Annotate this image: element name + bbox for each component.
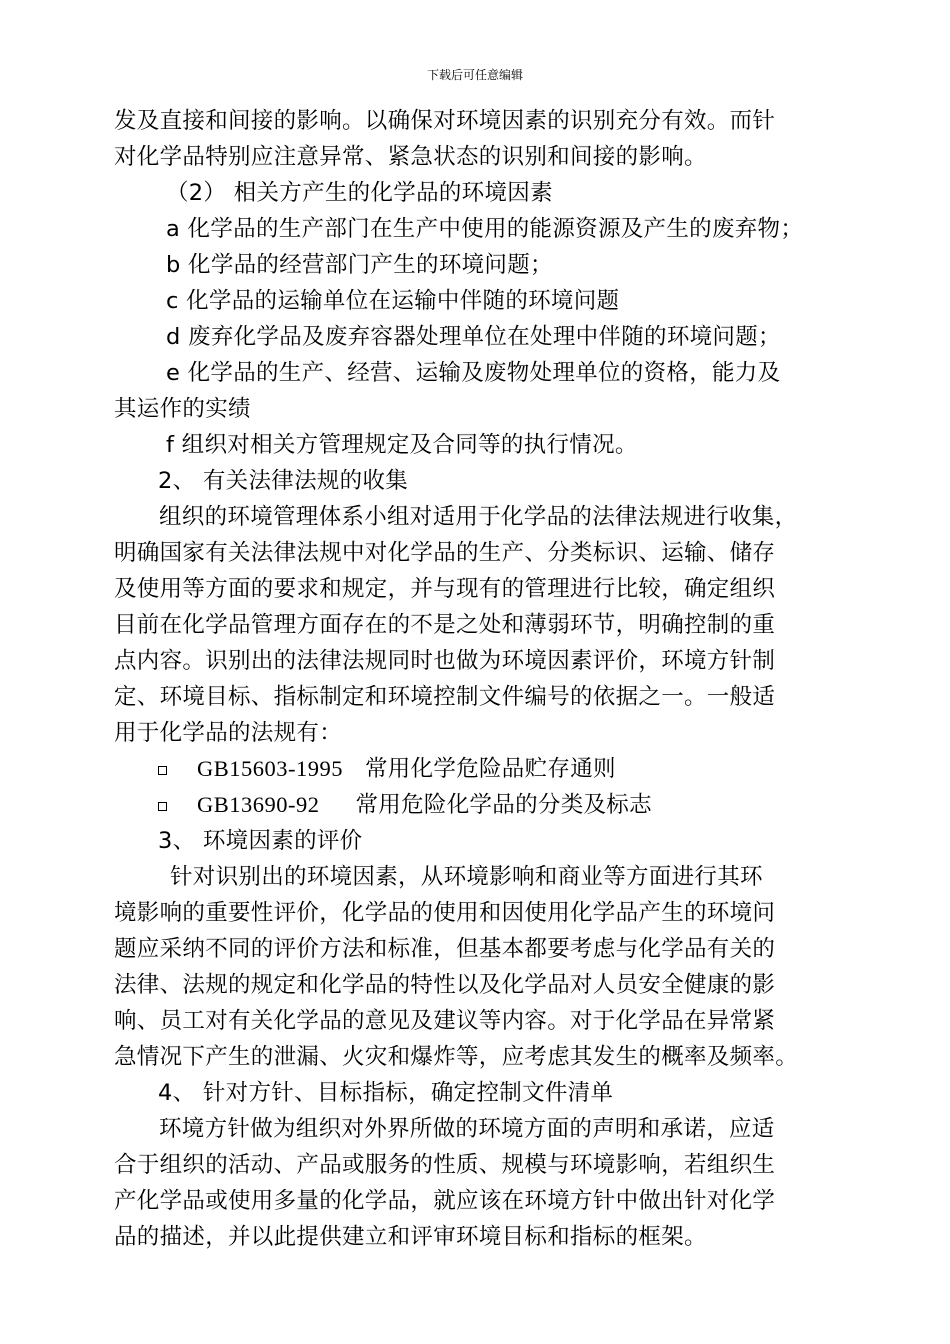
list-item: b 化学品的经营部门产生的环境问题； xyxy=(166,252,553,278)
list-item-continuation: 其运作的实绩 xyxy=(114,396,251,422)
paragraph-line: 用于化学品的法规有： xyxy=(114,720,343,746)
list-item: a 化学品的生产部门在生产中使用的能源资源及产生的废弃物； xyxy=(166,216,804,242)
paragraph-line: 对化学品特别应注意异常、紧急状态的识别和间接的影响。 xyxy=(114,144,707,170)
paragraph-line: 针对识别出的环境因素，从环境影响和商业等方面进行其环 xyxy=(170,864,763,890)
paragraph-line: 明确国家有关法律法规中对化学品的生产、分类标识、运输、储存 xyxy=(114,540,776,566)
paragraph-line: 急情况下产生的泄漏、火灾和爆炸等，应考虑其发生的概率及频率。 xyxy=(114,1044,799,1070)
regulation-code: GB15603-1995 xyxy=(197,756,343,781)
paragraph-line: 目前在化学品管理方面存在的不是之处和薄弱环节，明确控制的重 xyxy=(114,612,776,638)
paragraph-line: 题应采纳不同的评价方法和标准，但基本都要考虑与化学品有关的 xyxy=(114,936,776,962)
regulation-title: 常用危险化学品的分类及标志 xyxy=(355,792,652,818)
regulation-item xyxy=(114,787,864,823)
paragraph-line: 及使用等方面的要求和规定，并与现有的管理进行比较，确定组织 xyxy=(114,576,776,602)
paragraph-line: 产化学品或使用多量的化学品，就应该在环境方针中做出针对化学 xyxy=(114,1188,776,1214)
paragraph-line: 发及直接和间接的影响。以确保对环境因素的识别充分有效。而针 xyxy=(114,108,776,134)
document-body xyxy=(114,103,864,1255)
paragraph-line: 定、环境目标、指标制定和环境控制文件编号的依据之一。一般适 xyxy=(114,684,776,710)
paragraph-line: 境影响的重要性评价，化学品的使用和因使用化学品产生的环境问 xyxy=(114,900,776,926)
subsection-heading: （2） 相关方产生的化学品的环境因素 xyxy=(166,180,553,206)
list-item: d 废弃化学品及废弃容器处理单位在处理中伴随的环境问题； xyxy=(166,324,781,350)
paragraph-line: 品的描述，并以此提供建立和评审环境目标和指标的框架。 xyxy=(114,1224,707,1250)
square-bullet-icon xyxy=(158,766,167,775)
paragraph-line: 合于组织的活动、产品或服务的性质、规模与环境影响，若组织生 xyxy=(114,1152,776,1178)
section-heading: 2、 有关法律法规的收集 xyxy=(158,468,409,494)
regulation-item xyxy=(114,751,864,787)
regulation-title: 常用化学危险品贮存通则 xyxy=(365,756,616,782)
paragraph-line: 响、员工对有关化学品的意见及建议等内容。对于化学品在异常紧 xyxy=(114,1008,776,1034)
paragraph-line: 点内容。识别出的法律法规同时也做为环境因素评价，环境方针制 xyxy=(114,648,776,674)
list-item: c 化学品的运输单位在运输中伴随的环境问题 xyxy=(166,288,620,314)
list-item: f 组织对相关方管理规定及合同等的执行情况。 xyxy=(166,432,638,458)
regulation-code: GB13690-92 xyxy=(197,792,320,817)
list-item: e 化学品的生产、经营、运输及废物处理单位的资格，能力及 xyxy=(166,360,781,386)
paragraph-line: 组织的环境管理体系小组对适用于化学品的法律法规进行收集， xyxy=(159,504,798,530)
square-bullet-icon xyxy=(158,802,167,811)
page-header: 下载后可任意编辑 xyxy=(426,68,523,82)
section-heading: 4、 针对方针、目标指标，确定控制文件清单 xyxy=(158,1080,614,1106)
section-heading: 3、 环境因素的评价 xyxy=(158,828,363,854)
paragraph-line: 环境方针做为组织对外界所做的环境方面的声明和承诺，应适 xyxy=(159,1116,775,1142)
paragraph-line: 法律、法规的规定和化学品的特性以及化学品对人员安全健康的影 xyxy=(114,972,776,998)
